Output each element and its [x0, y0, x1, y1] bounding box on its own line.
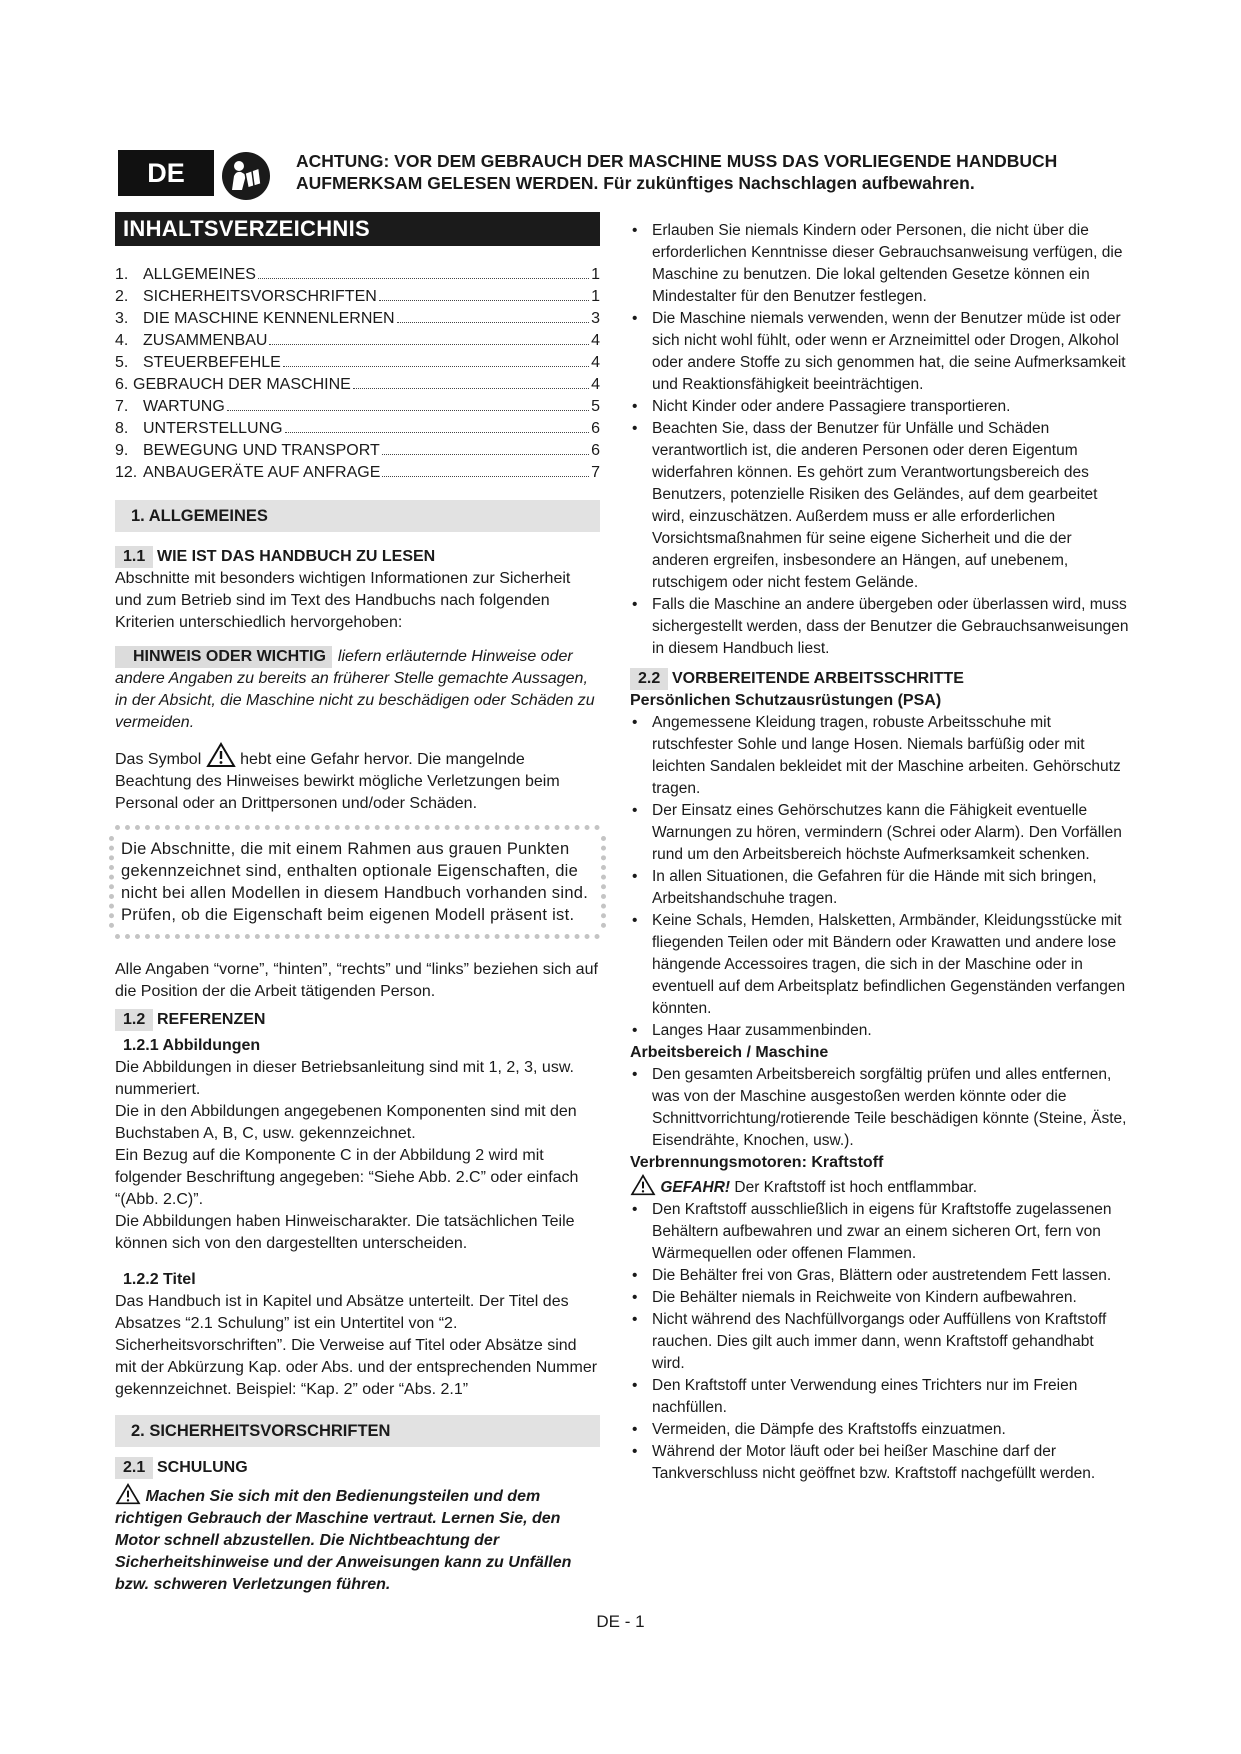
toc-entry[interactable]: 5. STEUERBEFEHLE 4 [115, 354, 600, 371]
work-area-heading: Arbeitsbereich / Maschine [630, 1044, 829, 1061]
toc-entry[interactable]: 7. WARTUNG 5 [115, 398, 600, 415]
toc-entry[interactable]: 8. UNTERSTELLUNG 6 [115, 420, 600, 437]
bullet-item: • Den gesamten Arbeitsbereich sorgfältig prüfen und alles entfernen, was von der Maschine ausgestoßen werden könnte oder die Schnittvorrichtung/rotierende Teile beschädigen könnte (Steine, Äste, Eisendrähte, Knochen, usw.). [630, 1064, 1130, 1152]
toc-title: INHALTSVERZEICHNIS [115, 212, 600, 246]
paragraph: Ein Bezug auf die Komponente C in der Abbildung 2 wird mit folgender Beschriftung angegeben: “Siehe Abb. 2.C” oder einfach “(Abb. 2.C)”. [115, 1147, 579, 1208]
right-column [630, 220, 1130, 1485]
bullet-item: • Während der Motor läuft oder bei heißer Maschine darf der Tankverschluss nicht geöffnet bzw. Kraftstoff nachgefüllt werden. [630, 1441, 1130, 1485]
bullet-item: • Die Behälter frei von Gras, Blättern oder austretendem Fett lassen. [630, 1265, 1130, 1287]
bullet-item: • In allen Situationen, die Gefahren für die Hände mit sich bringen, Arbeitshandschuhe tragen. [630, 866, 1130, 910]
bullet-item: • Erlauben Sie niemals Kindern oder Personen, die nicht über die erforderlichen Kenntnisse dieser Gebrauchsanweisung verfügen, die Maschine zu benutzen. Die lokal geltenden Gesetze können ein Mindestalter für den Benutzer festlegen. [630, 220, 1130, 308]
toc-entry[interactable]: 3. DIE MASCHINE KENNENLERNEN 3 [115, 310, 600, 327]
paragraph: Die Abbildungen in dieser Betriebsanleitung sind mit 1, 2, 3, usw. nummeriert. [115, 1059, 574, 1098]
bullet-item: • Angemessene Kleidung tragen, robuste Arbeitsschuhe mit rutschfester Sohle und lange Hosen. Niemals barfüßig oder mit leichten Sandalen bekleidet mit der Maschine arbeiten. Gehörschutz tragen. [630, 712, 1130, 800]
minor-heading: 1.2.1 Abbildungen [123, 1037, 261, 1054]
paragraph: Das Handbuch ist in Kapitel und Absätze unterteilt. Der Titel des Absatzes “2.1 Schulung” ist ein Untertitel von “2. Sicherheitsvorschriften”. Die Verweise auf Titel oder Absätze sind mit der Abkürzung Kap. oder Abs. und der entsprechenden Nummer gekennzeichnet. Beispiel: “Kap. 2” oder “Abs. 2.1” [115, 1293, 598, 1398]
warning-triangle-icon [115, 1483, 141, 1505]
warning-triangle-icon [206, 742, 236, 768]
bullet-item: • Beachten Sie, dass der Benutzer für Unfälle und Schäden verantwortlich ist, die anderen Personen oder deren Eigentum widerfahren können. Es gehört zum Verantwortungsbereich des Benutzers, potenzielle Risiken des Geländes, auf dem gearbeitet wird, einzuschätzen. Außerdem muss er alle erforderlichen Vorsichtsmaßnahmen für seine eigene Sicherheit und die der anderen ergreifen, insbesondere an Hängen, auf unebenem, rutschigem oder nicht festem Gelände. [630, 418, 1130, 594]
toc-entry[interactable]: 12. ANBAUGERÄTE AUF ANFRAGE 7 [115, 464, 600, 481]
bullet-list [630, 1199, 1130, 1485]
bullet-item: • Vermeiden, die Dämpfe des Kraftstoffs einzuatmen. [630, 1419, 1130, 1441]
toc-entry[interactable]: 9. BEWEGUNG UND TRANSPORT 6 [115, 442, 600, 459]
warning-triangle-icon [630, 1174, 656, 1196]
bullet-item: • Langes Haar zusammenbinden. [630, 1020, 1130, 1042]
section-heading: 1. ALLGEMEINES [115, 500, 600, 532]
bullet-item: • Die Maschine niemals verwenden, wenn der Benutzer müde ist oder sich nicht wohl fühlt, oder wenn er Arzneimittel oder Drogen, Alkohol oder andere Stoffe zu sich genommen hat, die seine Aufmerksamkeit und Reaktionsfähigkeit beeinträchtigen. [630, 308, 1130, 396]
danger-symbol-paragraph: Das Symbol hebt eine Gefahr hervor. Die mangelnde Beachtung des Hinweises bewirkt mögliche Verletzungen beim Personal oder an Drittpersonen und/oder Schäden. [115, 742, 600, 815]
hint-label: HINWEIS ODER WICHTIG [115, 646, 332, 668]
subsection-heading: 2.2 VORBEREITENDE ARBEITSSCHRITTE [630, 668, 1130, 690]
page-number: DE - 1 [596, 1612, 645, 1631]
subsection-heading: 2.1 SCHULUNG [115, 1457, 600, 1479]
toc-entry[interactable]: 2. SICHERHEITSVORSCHRIFTEN 1 [115, 288, 600, 305]
danger-note: GEFAHR! Der Kraftstoff ist hoch entflammbar. [630, 1174, 1130, 1199]
language-badge: DE [118, 150, 214, 196]
paragraph: Die Abbildungen haben Hinweischarakter. Die tatsächlichen Teile können sich von den dargestellten unterscheiden. [115, 1213, 575, 1252]
paragraph: Alle Angaben “vorne”, “hinten”, “rechts” und “links” beziehen sich auf die Position der die Arbeit tätigenden Person. [115, 961, 598, 1000]
bullet-item: • Keine Schals, Hemden, Halsketten, Armbänder, Kleidungsstücke mit fliegenden Teilen oder mit Bändern oder Krawatten und andere lose hängende Accessoires tragen, die sich in der Maschine oder in eventuell auf dem Arbeitsplatz befindlichen Gegenständen verfangen könnten. [630, 910, 1130, 1020]
fuel-heading: Verbrennungsmotoren: Kraftstoff [630, 1154, 884, 1171]
read-manual-icon [220, 150, 272, 202]
bullet-item: • Nicht Kinder oder andere Passagiere transportieren. [630, 396, 1130, 418]
bullet-list [630, 1064, 1130, 1152]
danger-label: GEFAHR! [660, 1179, 731, 1196]
table-of-contents [115, 264, 600, 484]
toc-entry[interactable]: 1. ALLGEMEINES 1 [115, 266, 600, 283]
bullet-item: • Die Behälter niemals in Reichweite von Kindern aufbewahren. [630, 1287, 1130, 1309]
toc-entry[interactable]: 6. GEBRAUCH DER MASCHINE 4 [115, 376, 600, 393]
bullet-list [630, 220, 1130, 660]
bullet-item: • Der Einsatz eines Gehörschutzes kann die Fähigkeit eventuelle Warnungen zu hören, vermindern (Schrei oder Alarm). Den Vorfällen rund um den Arbeitsbereich höchste Aufmerksamkeit schenken. [630, 800, 1130, 866]
subsection-heading: 1.1 WIE IST DAS HANDBUCH ZU LESEN [115, 546, 600, 568]
minor-heading: 1.2.2 Titel [123, 1271, 196, 1288]
left-column [115, 212, 600, 1596]
toc-entry[interactable]: 4. ZUSAMMENBAU 4 [115, 332, 600, 349]
subsection-heading: 1.2 REFERENZEN [115, 1009, 600, 1031]
bullet-item: • Den Kraftstoff ausschließlich in eigens für Kraftstoffe zugelassenen Behältern aufbewahren und zwar an einem sicheren Ort, fern von Wärmequellen oder offenen Flammen. [630, 1199, 1130, 1265]
training-warning: Machen Sie sich mit den Bedienungsteilen und dem richtigen Gebrauch der Maschine vertraut. Lernen Sie, den Motor schnell abzustellen. Die Nichtbeachtung der Sicherheitshinweise und der Anweisungen kann zu Unfällen bzw. schweren Verletzungen führen. [115, 1483, 600, 1596]
paragraph: Abschnitte mit besonders wichtigen Informationen zur Sicherheit und zum Betrieb sind im Text des Handbuchs nach folgenden Kriterien unterschiedlich hervorgehoben: [115, 570, 571, 631]
header-warning: ACHTUNG: VOR DEM GEBRAUCH DER MASCHINE MUSS DAS VORLIEGENDE HANDBUCH AUFMERKSAM GELESEN WERDEN. Für zukünftiges Nachschlagen aufbewahren. [296, 151, 1058, 193]
hint-paragraph: HINWEIS ODER WICHTIG liefern erläuternde Hinweise oder andere Angaben zu bereits an früherer Stelle gemachte Aussagen, in der Absicht, die Maschine nicht zu beschädigen oder Schäden zu vermeiden. [115, 648, 595, 731]
bullet-item: • Falls die Maschine an andere übergeben oder überlassen wird, muss sichergestellt werden, dass der Benutzer die Gebrauchsanweisungen in diesem Handbuch liest. [630, 594, 1130, 660]
bullet-item: • Nicht während des Nachfüllvorgangs oder Auffüllens von Kraftstoff rauchen. Dies gilt auch immer dann, wenn Kraftstoff gehandhabt wird. [630, 1309, 1130, 1375]
optional-feature-box: Die Abschnitte, die mit einem Rahmen aus grauen Punkten gekennzeichnet sind, enthalten optionale Eigenschaften, die nicht bei allen Modellen in diesem Handbuch vorhanden sind. Prüfen, ob die Eigenschaft beim eigenen Modell präsent ist. [115, 825, 600, 939]
section-heading: 2. SICHERHEITSVORSCHRIFTEN [115, 1415, 600, 1447]
bullet-list [630, 712, 1130, 1042]
bullet-item: • Den Kraftstoff unter Verwendung eines Trichters nur im Freien nachfüllen. [630, 1375, 1130, 1419]
psa-heading: Persönlichen Schutzausrüstungen (PSA) [630, 692, 942, 709]
paragraph: Die in den Abbildungen angegebenen Komponenten sind mit den Buchstaben A, B, C, usw. gekennzeichnet. [115, 1103, 577, 1142]
